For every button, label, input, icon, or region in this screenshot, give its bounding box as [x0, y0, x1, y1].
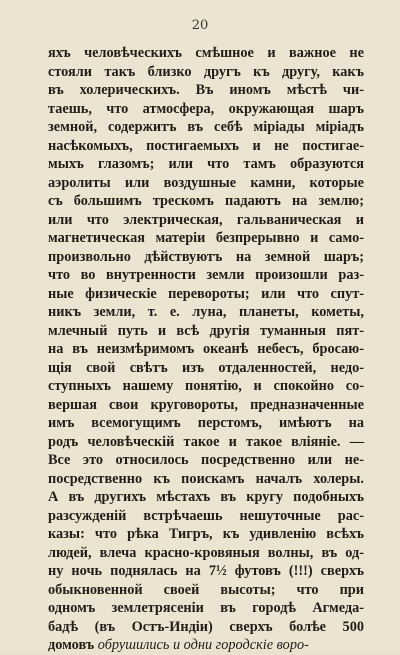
text-line: родъ человѣческій такое и такое вліяніе. —: [48, 433, 364, 450]
text-line: разсужденій встрѣчаешь нешуточные рас-: [48, 507, 364, 524]
text-line: щія свой свѣтъ изъ отдаленностей, недо-: [48, 359, 364, 376]
text-line: имъ всемогущимъ перстомъ, имѣютъ на: [48, 415, 364, 431]
text-line: что во внутренности земли произошли раз-: [48, 267, 364, 283]
text-line: ные физическіе перевороты; или что спут-: [48, 285, 364, 302]
text-line: на въ неизмѣримомъ океанѣ небесъ, бросаю-: [48, 341, 364, 357]
text-line: обыкновенной своей высоты; что при: [48, 581, 364, 598]
body-text: [48, 44, 364, 655]
text-line: насѣкомыхъ, постигаемыхъ и не постигае-: [48, 137, 364, 154]
text-line: магнетическая матеріи безпрерывно и само-: [48, 230, 364, 246]
text-line: или что электрическая, гальваническая и: [48, 211, 364, 228]
text-line: казы: что рѣка Тигръ, къ удивленію всѣхъ: [48, 526, 364, 542]
text-line: земной, содержитъ въ себѣ міріады міріадъ: [48, 119, 364, 135]
text-line: вершая свои круговороты, предназначенные: [48, 396, 364, 413]
text-line: бадѣ (въ Остъ-Индіи) сверхъ болѣе 500: [48, 618, 364, 635]
text-line: никъ земли, т. е. луна, планеты, кометы,: [48, 304, 364, 320]
text-line: въ холерическихъ. Въ иномъ мѣстѣ чи-: [48, 82, 364, 98]
text-line: таешь, что атмосфера, окружающая шаръ: [48, 100, 364, 117]
text-line: млечный путь и всѣ другія туманныя пят-: [48, 322, 364, 339]
text-line: Все это относилось посредственно или не-: [48, 452, 364, 468]
text-line: аэролиты или воздушные камни, которые: [48, 174, 364, 191]
page-number: 20: [191, 18, 209, 33]
text-line-last: [48, 636, 364, 655]
text-line: ну ночь поднялась на 7½ футовъ (!!!) сверхъ: [48, 563, 364, 579]
text-line: яхъ человѣческихъ смѣшное и важное не: [48, 45, 364, 61]
text-line: одномъ землетрясеніи въ городѣ Агмеда-: [48, 600, 364, 616]
last-line-italic: обрушились и одни городскіе воро-: [97, 637, 309, 653]
text-line: стояли такъ близко другъ къ другу, какъ: [48, 63, 364, 80]
last-line-start: домовъ: [48, 637, 95, 653]
text-line: людей, влеча красно-кровяныя волны, въ од-: [48, 544, 364, 561]
text-line: съ большимъ трескомъ падаютъ на землю;: [48, 193, 364, 209]
text-line: А въ другихъ мѣстахъ въ кругу подобныхъ: [48, 489, 364, 505]
text-line: посредственно къ поискамъ началъ холеры.: [48, 470, 364, 487]
text-line: мыхъ глазомъ; или что тамъ образуются: [48, 156, 364, 172]
text-line: произвольно дѣйствуютъ на земной шаръ;: [48, 248, 364, 265]
text-line: ступныхъ нашему понятію, и спокойно со-: [48, 378, 364, 394]
